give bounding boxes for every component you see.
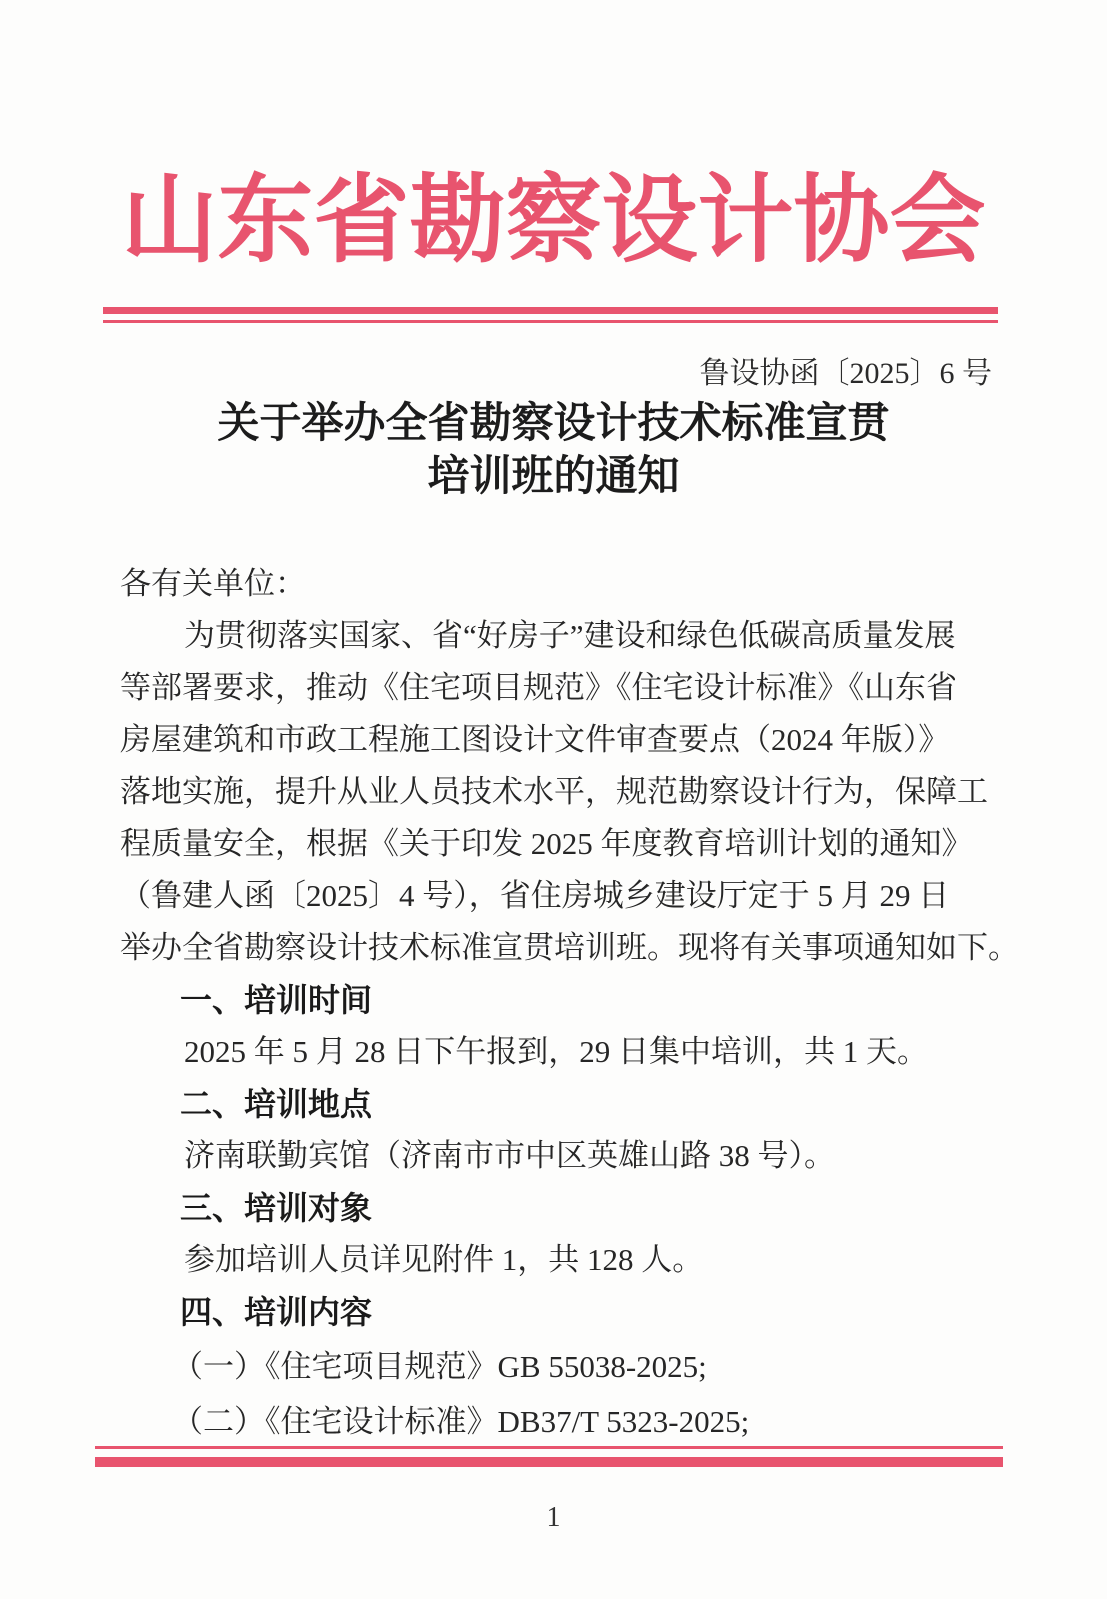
section-content-training-location: 济南联勤宾馆（济南市市中区英雄山路 38 号）。 [184, 1138, 835, 1173]
training-content-item-2: （二）《住宅设计标准》DB37/T 5323-2025; [172, 1404, 750, 1439]
section-heading-training-time: 一、培训时间 [180, 982, 373, 1018]
page-number: 1 [546, 1502, 561, 1533]
footer-rule-thin [95, 1446, 1003, 1449]
section-heading-training-audience: 三、培训对象 [180, 1190, 373, 1226]
paragraph-line: 举办全省勘察设计技术标准宣贯培训班。现将有关事项通知如下。 [120, 930, 1019, 965]
document-title-line1: 关于举办全省勘察设计技术标准宣贯 [217, 401, 890, 447]
salutation: 各有关单位： [120, 566, 306, 601]
document-body [120, 558, 1020, 1448]
training-content-item-1: （一）《住宅项目规范》GB 55038-2025; [172, 1349, 707, 1384]
paragraph-line: 程质量安全，根据《关于印发 2025 年度教育培训计划的通知》 [120, 826, 973, 861]
paragraph-line: 落地实施，提升从业人员技术水平，规范勘察设计行为，保障工 [120, 774, 988, 809]
letterhead-rule-thick [103, 307, 998, 314]
paragraph-line: （鲁建人函〔2025〕4 号），省住房城乡建设厅定于 5 月 29 日 [120, 878, 950, 913]
paragraph-line: 房屋建筑和市政工程施工图设计文件审查要点（2024 年版）》 [120, 722, 950, 757]
document-number: 鲁设协函〔2025〕6 号 [699, 357, 992, 390]
paragraph-line: 为贯彻落实国家、省“好房子”建设和绿色低碳高质量发展 [184, 618, 956, 653]
letterhead-org-name: 山东省勘察设计协会 [121, 167, 986, 274]
section-heading-training-location: 二、培训地点 [180, 1086, 373, 1122]
section-content-training-audience: 参加培训人员详见附件 1，共 128 人。 [184, 1242, 704, 1277]
section-heading-training-content: 四、培训内容 [180, 1294, 373, 1330]
footer-rule-thick [95, 1457, 1003, 1467]
letterhead-rule-thin [103, 320, 998, 323]
paragraph-line: 等部署要求，推动《住宅项目规范》《住宅设计标准》《山东省 [120, 670, 957, 705]
section-content-training-time: 2025 年 5 月 28 日下午报到，29 日集中培训，共 1 天。 [184, 1034, 928, 1069]
document-title-line2: 培训班的通知 [427, 454, 680, 500]
